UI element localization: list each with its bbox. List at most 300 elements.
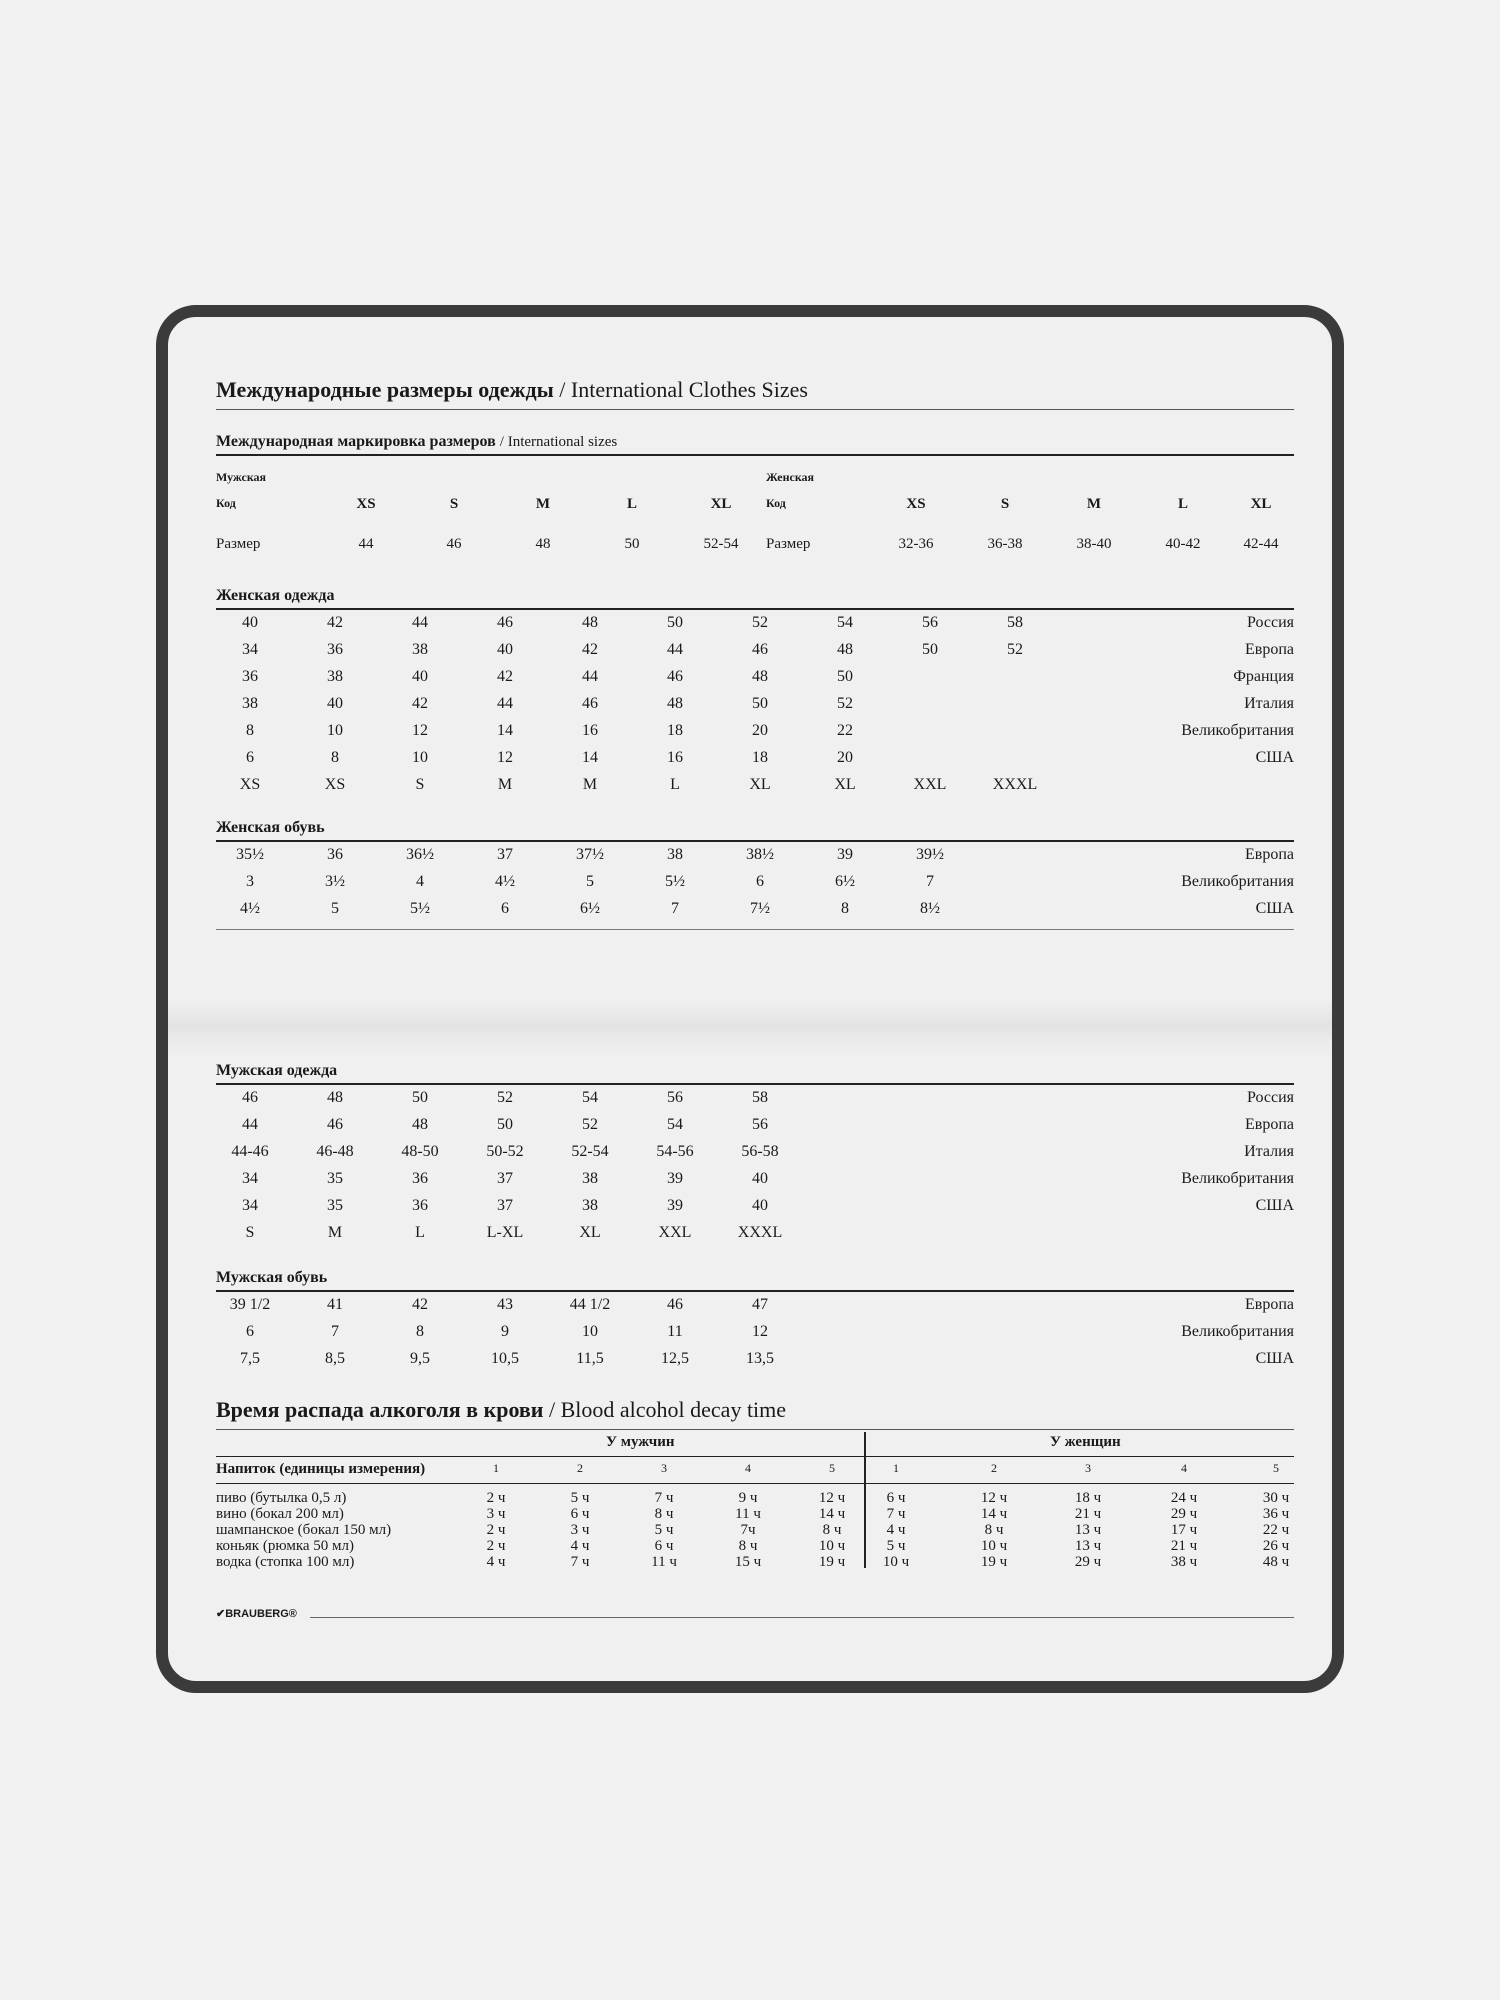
- women-col-number: 4: [1181, 1461, 1187, 1475]
- size-cell: 38: [242, 695, 258, 712]
- notebook-page: [156, 305, 1344, 1693]
- size-cell: 56: [667, 1089, 683, 1106]
- country-label: Европа: [1245, 1116, 1294, 1133]
- size-cell: 46: [497, 614, 513, 631]
- men-hours: 15 ч: [734, 1554, 762, 1570]
- size-cell: 36½: [406, 846, 434, 863]
- size-cell: 52: [752, 614, 768, 631]
- size-cell: XXL: [658, 1224, 692, 1241]
- alcohol-group-header: [216, 1430, 1294, 1456]
- size-cell: 38: [412, 641, 428, 658]
- country-label: Европа: [1245, 846, 1294, 863]
- country-label: Европа: [1245, 641, 1294, 658]
- alcohol-row: [216, 1522, 1294, 1538]
- women-hours: 10 ч: [980, 1538, 1008, 1554]
- size-cell: 54: [667, 1116, 683, 1133]
- size-cell: 36: [412, 1197, 428, 1214]
- size-cell: 16: [667, 749, 683, 766]
- size-cell: 46: [667, 668, 683, 685]
- women-hours: 21 ч: [1170, 1538, 1198, 1554]
- men-col-number: 4: [745, 1461, 751, 1475]
- country-label: Великобритания: [1181, 1170, 1294, 1187]
- country-label: Европа: [1245, 1296, 1294, 1313]
- size-cell: 50: [752, 695, 768, 712]
- size-cell: 48: [752, 668, 768, 685]
- men-size-label: Размер: [216, 536, 261, 552]
- intl-sizes-table: [216, 456, 1294, 566]
- alcohol-table: [216, 1430, 1294, 1570]
- men-clothes-table: [216, 1085, 1294, 1247]
- size-cell: 6½: [580, 900, 600, 917]
- size-cell: S: [415, 776, 425, 793]
- column-divider: [864, 1432, 866, 1568]
- men-code: XS: [356, 496, 376, 512]
- brand-logo: ✔BRAUBERG®: [216, 1608, 297, 1620]
- size-cell: 34: [242, 1170, 258, 1187]
- size-cell: 39: [667, 1170, 683, 1187]
- size-cell: 46-48: [316, 1143, 354, 1160]
- men-hours: 9 ч: [738, 1490, 758, 1506]
- table-row: [216, 772, 1294, 799]
- size-cell: 42: [412, 695, 428, 712]
- women-shoes-table: [216, 842, 1294, 923]
- size-cell: 43: [497, 1296, 513, 1313]
- men-hours: 4 ч: [486, 1554, 506, 1570]
- size-cell: 3½: [325, 873, 345, 890]
- alcohol-section: [216, 1397, 1294, 1570]
- women-code: M: [1086, 496, 1102, 512]
- table-row: [216, 1085, 1294, 1112]
- men-group-label: У мужчин: [606, 1434, 675, 1450]
- country-label: Россия: [1246, 614, 1294, 631]
- size-cell: 50: [412, 1089, 428, 1106]
- size-cell: 46: [242, 1089, 258, 1106]
- women-clothes-heading: Женская одежда: [216, 587, 1294, 610]
- size-cell: 44: [412, 614, 428, 631]
- alcohol-row: [216, 1554, 1294, 1570]
- size-cell: 58: [752, 1089, 768, 1106]
- size-cell: 37: [497, 1197, 513, 1214]
- men-size: 44: [358, 536, 374, 552]
- size-cell: 44: [582, 668, 598, 685]
- size-cell: XL: [749, 776, 771, 793]
- size-cell: M: [582, 776, 598, 793]
- alcohol-column-header: [216, 1456, 1294, 1484]
- size-cell: XS: [239, 776, 261, 793]
- size-cell: 50: [837, 668, 853, 685]
- table-row: [216, 718, 1294, 745]
- size-cell: S: [245, 1224, 255, 1241]
- men-hours: 5 ч: [570, 1490, 590, 1506]
- table-row: [216, 637, 1294, 664]
- size-cell: 48: [412, 1116, 428, 1133]
- men-clothes-section: [216, 1062, 1294, 1247]
- size-cell: 36: [327, 641, 343, 658]
- intl-heading-ru: Международная маркировка размеров: [216, 433, 496, 450]
- size-cell: 40: [412, 668, 428, 685]
- country-label: Россия: [1246, 1089, 1294, 1106]
- women-code: XL: [1250, 496, 1272, 512]
- size-cell: 11,5: [576, 1350, 604, 1367]
- size-cell: 10: [327, 722, 343, 739]
- size-cell: 44: [242, 1116, 258, 1133]
- size-cell: 5½: [410, 900, 430, 917]
- title-ru: Международные размеры одежды: [216, 377, 554, 402]
- size-cell: 56: [922, 614, 938, 631]
- women-col-number: 3: [1085, 1461, 1091, 1475]
- country-label: Италия: [1244, 695, 1294, 712]
- size-cell: 8: [416, 1323, 424, 1340]
- size-cell: L: [415, 1224, 425, 1241]
- table-row: [216, 1292, 1294, 1319]
- size-cell: 38: [582, 1197, 598, 1214]
- drink-name: шампанское (бокал 150 мл): [216, 1522, 392, 1538]
- drink-header: Напиток (единицы измерения): [216, 1461, 426, 1477]
- table-row: [216, 745, 1294, 772]
- men-size: 52-54: [703, 536, 739, 552]
- size-cell: 54: [582, 1089, 598, 1106]
- women-hours: 26 ч: [1262, 1538, 1290, 1554]
- size-cell: 6: [756, 873, 764, 890]
- size-cell: 44: [667, 641, 683, 658]
- women-hours: 48 ч: [1262, 1554, 1290, 1570]
- size-cell: 37½: [576, 846, 604, 863]
- men-hours: 11 ч: [735, 1506, 761, 1522]
- women-hours: 36 ч: [1262, 1506, 1290, 1522]
- size-cell: 48: [837, 641, 853, 658]
- country-label: США: [1255, 900, 1294, 917]
- size-cell: XS: [324, 776, 346, 793]
- size-cell: 36: [412, 1170, 428, 1187]
- women-hours: 29 ч: [1170, 1506, 1198, 1522]
- size-cell: 46: [667, 1296, 683, 1313]
- size-cell: 47: [752, 1296, 768, 1313]
- size-cell: 12,5: [661, 1350, 689, 1367]
- size-cell: 56: [752, 1116, 768, 1133]
- women-hours: 30 ч: [1262, 1490, 1290, 1506]
- men-code: M: [535, 496, 551, 512]
- size-cell: 38½: [746, 846, 774, 863]
- women-hours: 29 ч: [1074, 1554, 1102, 1570]
- alcohol-heading-ru: Время распада алкоголя в крови: [216, 1397, 544, 1422]
- size-cell: 22: [837, 722, 853, 739]
- men-size: 50: [624, 536, 640, 552]
- size-cell: 54: [837, 614, 853, 631]
- women-size: 42-44: [1243, 536, 1279, 552]
- women-size: 38-40: [1076, 536, 1112, 552]
- size-cell: XL: [834, 776, 856, 793]
- size-cell: 4: [416, 873, 424, 890]
- size-cell: 35: [327, 1197, 343, 1214]
- size-cell: 50: [922, 641, 938, 658]
- size-cell: 40: [752, 1170, 768, 1187]
- women-code-label: Код: [766, 496, 786, 510]
- country-label: Великобритания: [1181, 1323, 1294, 1340]
- size-cell: 4½: [495, 873, 515, 890]
- men-hours: 2 ч: [486, 1490, 506, 1506]
- size-cell: 40: [497, 641, 513, 658]
- table-row: [216, 869, 1294, 896]
- women-code: XS: [906, 496, 926, 512]
- women-hours: 5 ч: [886, 1538, 906, 1554]
- table-row: [216, 1346, 1294, 1373]
- men-label: Мужская: [216, 470, 267, 484]
- women-hours: 18 ч: [1074, 1490, 1102, 1506]
- size-cell: 48-50: [401, 1143, 439, 1160]
- size-cell: 40: [327, 695, 343, 712]
- country-label: США: [1255, 1197, 1294, 1214]
- title-en: / International Clothes Sizes: [559, 377, 808, 402]
- size-cell: 54-56: [656, 1143, 694, 1160]
- size-cell: 52: [837, 695, 853, 712]
- men-hours: 3 ч: [486, 1506, 506, 1522]
- size-cell: 8½: [920, 900, 940, 917]
- size-cell: 46: [582, 695, 598, 712]
- men-hours: 8 ч: [654, 1506, 674, 1522]
- women-col-number: 5: [1273, 1461, 1279, 1475]
- size-cell: 8,5: [325, 1350, 345, 1367]
- size-cell: 8: [841, 900, 849, 917]
- men-size: 48: [535, 536, 551, 552]
- women-size: 32-36: [898, 536, 934, 552]
- women-hours: 13 ч: [1074, 1538, 1102, 1554]
- size-cell: M: [327, 1224, 343, 1241]
- men-hours: 12 ч: [818, 1490, 846, 1506]
- size-cell: 50-52: [486, 1143, 524, 1160]
- size-cell: 52: [582, 1116, 598, 1133]
- women-hours: 22 ч: [1262, 1522, 1290, 1538]
- men-hours: 7 ч: [570, 1554, 590, 1570]
- women-size-label: Размер: [766, 536, 811, 552]
- footer-rule: [310, 1617, 1294, 1618]
- men-col-number: 5: [829, 1461, 835, 1475]
- intl-sizes-section: [216, 433, 1294, 566]
- size-cell: 10: [412, 749, 428, 766]
- women-hours: 12 ч: [980, 1490, 1008, 1506]
- size-cell: 10,5: [491, 1350, 519, 1367]
- size-cell: 42: [412, 1296, 428, 1313]
- size-cell: 37: [497, 1170, 513, 1187]
- women-hours: 21 ч: [1074, 1506, 1102, 1522]
- size-cell: 40: [242, 614, 258, 631]
- size-cell: 52-54: [571, 1143, 609, 1160]
- women-shoes-heading: Женская обувь: [216, 819, 1294, 842]
- size-cell: 42: [497, 668, 513, 685]
- size-cell: 10: [582, 1323, 598, 1340]
- women-size: 40-42: [1165, 536, 1201, 552]
- women-shoes-section: [216, 819, 1294, 930]
- table-row: [216, 1319, 1294, 1346]
- women-hours: 24 ч: [1170, 1490, 1198, 1506]
- men-hours: 6 ч: [570, 1506, 590, 1522]
- size-cell: 52: [1007, 641, 1023, 658]
- size-cell: 40: [752, 1197, 768, 1214]
- country-label: Великобритания: [1181, 722, 1294, 739]
- table-row: [216, 610, 1294, 637]
- table-row: [216, 664, 1294, 691]
- size-cell: 39: [667, 1197, 683, 1214]
- size-cell: 5: [331, 900, 339, 917]
- men-code: S: [449, 496, 459, 512]
- country-label: Великобритания: [1181, 873, 1294, 890]
- men-shoes-table: [216, 1292, 1294, 1373]
- size-cell: 46: [752, 641, 768, 658]
- size-cell: 48: [582, 614, 598, 631]
- size-cell: 16: [582, 722, 598, 739]
- size-cell: 44 1/2: [569, 1296, 611, 1313]
- size-cell: 42: [582, 641, 598, 658]
- men-col-number: 2: [577, 1461, 583, 1475]
- alcohol-row: [216, 1490, 1294, 1506]
- men-hours: 7ч: [740, 1522, 756, 1538]
- page-fold: [168, 999, 1332, 1059]
- size-cell: 7: [926, 873, 934, 890]
- size-cell: 8: [331, 749, 339, 766]
- women-hours: 8 ч: [984, 1522, 1004, 1538]
- size-cell: 12: [412, 722, 428, 739]
- size-cell: 35½: [236, 846, 264, 863]
- country-label: США: [1255, 749, 1294, 766]
- size-cell: 5½: [665, 873, 685, 890]
- table-row: [216, 1139, 1294, 1166]
- men-hours: 7 ч: [654, 1490, 674, 1506]
- size-cell: 7: [331, 1323, 339, 1340]
- women-col-number: 2: [991, 1461, 997, 1475]
- size-cell: 48: [667, 695, 683, 712]
- size-cell: 50: [667, 614, 683, 631]
- size-cell: 7½: [750, 900, 770, 917]
- size-cell: 36: [242, 668, 258, 685]
- alcohol-row: [216, 1538, 1294, 1554]
- size-cell: 38: [667, 846, 683, 863]
- size-cell: 58: [1007, 614, 1023, 631]
- size-cell: 39½: [916, 846, 944, 863]
- table-row: [216, 691, 1294, 718]
- table-row: [216, 1112, 1294, 1139]
- table-row: [216, 1193, 1294, 1220]
- size-cell: 42: [327, 614, 343, 631]
- intl-heading-en: / International sizes: [499, 434, 618, 450]
- women-col-number: 1: [893, 1461, 899, 1475]
- size-cell: 20: [837, 749, 853, 766]
- size-cell: 7: [671, 900, 679, 917]
- divider: [216, 929, 1294, 930]
- drink-name: коньяк (рюмка 50 мл): [216, 1538, 355, 1554]
- women-clothes-section: [216, 587, 1294, 799]
- size-cell: 50: [497, 1116, 513, 1133]
- size-cell: 44: [497, 695, 513, 712]
- table-row: [216, 896, 1294, 923]
- men-hours: 19 ч: [818, 1554, 846, 1570]
- women-label: Женская: [766, 470, 815, 484]
- women-group-label: У женщин: [1050, 1434, 1121, 1450]
- size-cell: 34: [242, 641, 258, 658]
- brand-name: BRAUBERG: [225, 1608, 289, 1620]
- men-hours: 3 ч: [570, 1522, 590, 1538]
- size-cell: 39: [837, 846, 853, 863]
- men-code-label: Код: [216, 496, 236, 510]
- size-cell: 44-46: [231, 1143, 269, 1160]
- size-cell: 6: [501, 900, 509, 917]
- size-cell: L: [670, 776, 680, 793]
- women-clothes-table: [216, 610, 1294, 799]
- size-cell: 6: [246, 1323, 254, 1340]
- size-cell: 14: [582, 749, 598, 766]
- size-cell: 4½: [240, 900, 260, 917]
- size-cell: M: [497, 776, 513, 793]
- size-cell: 8: [246, 722, 254, 739]
- country-label: Италия: [1244, 1143, 1294, 1160]
- men-hours: 8 ч: [738, 1538, 758, 1554]
- size-cell: XXXL: [737, 1224, 783, 1241]
- men-hours: 8 ч: [822, 1522, 842, 1538]
- drink-name: вино (бокал 200 мл): [216, 1506, 344, 1522]
- women-hours: 17 ч: [1170, 1522, 1198, 1538]
- size-cell: 7,5: [240, 1350, 260, 1367]
- men-col-number: 3: [661, 1461, 667, 1475]
- size-cell: 12: [497, 749, 513, 766]
- women-hours: 7 ч: [886, 1506, 906, 1522]
- women-hours: 10 ч: [882, 1554, 910, 1570]
- size-cell: 13,5: [746, 1350, 774, 1367]
- country-label: Франция: [1233, 668, 1294, 685]
- men-hours: 14 ч: [818, 1506, 846, 1522]
- size-cell: 56-58: [741, 1143, 779, 1160]
- men-shoes-heading: Мужская обувь: [216, 1269, 1294, 1292]
- size-cell: 18: [752, 749, 768, 766]
- men-clothes-heading: Мужская одежда: [216, 1062, 1294, 1085]
- size-cell: 36: [327, 846, 343, 863]
- women-hours: 6 ч: [886, 1490, 906, 1506]
- men-hours: 2 ч: [486, 1522, 506, 1538]
- size-cell: 9: [501, 1323, 509, 1340]
- women-hours: 19 ч: [980, 1554, 1008, 1570]
- men-col-number: 1: [493, 1461, 499, 1475]
- table-row: [216, 1220, 1294, 1247]
- alcohol-heading-en: / Blood alcohol decay time: [549, 1397, 787, 1422]
- men-hours: 10 ч: [818, 1538, 846, 1554]
- size-cell: 39 1/2: [229, 1296, 271, 1313]
- size-cell: XL: [579, 1224, 601, 1241]
- size-cell: 12: [752, 1323, 768, 1340]
- page-title: [216, 377, 1294, 410]
- men-code: XL: [710, 496, 732, 512]
- size-cell: 5: [586, 873, 594, 890]
- size-cell: 3: [246, 873, 254, 890]
- size-cell: 48: [327, 1089, 343, 1106]
- women-hours: 38 ч: [1170, 1554, 1198, 1570]
- size-cell: 38: [582, 1170, 598, 1187]
- size-cell: 14: [497, 722, 513, 739]
- men-code: L: [626, 496, 637, 512]
- size-cell: 38: [327, 668, 343, 685]
- country-label: США: [1255, 1350, 1294, 1367]
- men-hours: 2 ч: [486, 1538, 506, 1554]
- alcohol-row: [216, 1506, 1294, 1522]
- size-cell: 52: [497, 1089, 513, 1106]
- size-cell: 6½: [835, 873, 855, 890]
- table-row: [216, 842, 1294, 869]
- size-cell: XXL: [913, 776, 947, 793]
- men-hours: 4 ч: [570, 1538, 590, 1554]
- size-cell: XXXL: [992, 776, 1038, 793]
- table-row: [216, 1166, 1294, 1193]
- size-cell: 18: [667, 722, 683, 739]
- women-hours: 4 ч: [886, 1522, 906, 1538]
- drink-name: пиво (бутылка 0,5 л): [216, 1490, 347, 1506]
- women-hours: 13 ч: [1074, 1522, 1102, 1538]
- size-cell: 35: [327, 1170, 343, 1187]
